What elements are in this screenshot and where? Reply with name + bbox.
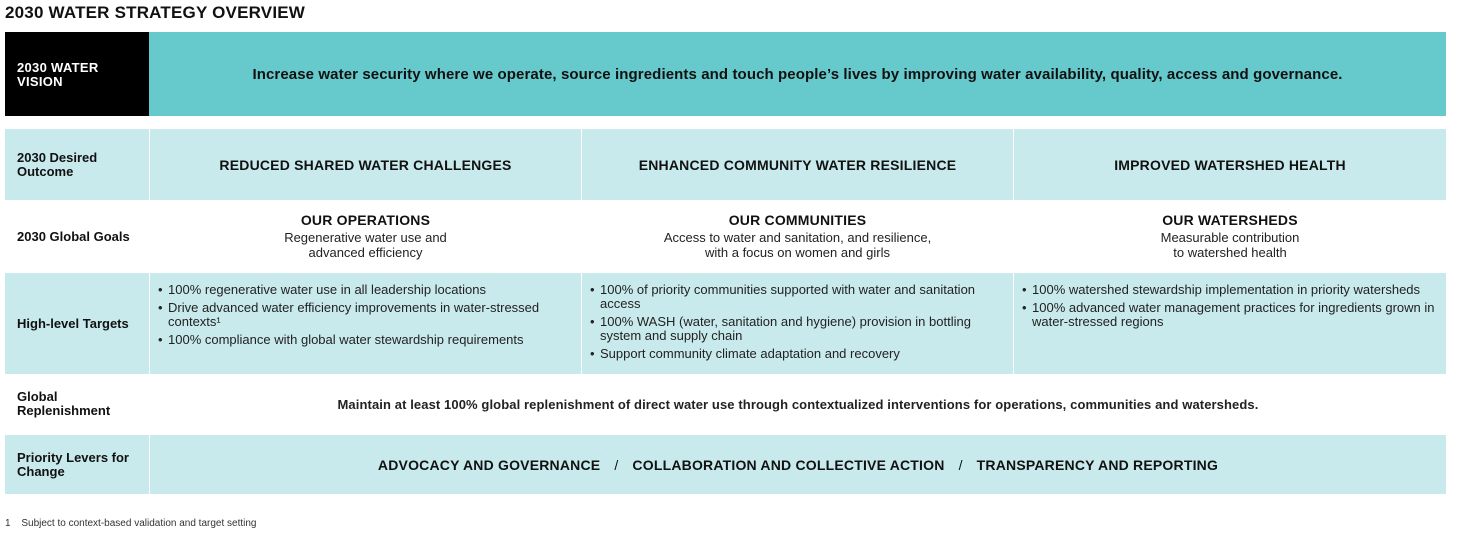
high-level-targets-row — [5, 273, 1446, 374]
target-item: • Support community climate adaptation and recovery — [590, 347, 1005, 361]
targets-operations — [149, 273, 581, 374]
goal-watersheds — [1013, 202, 1446, 272]
levers-list — [149, 435, 1446, 494]
outcome-operations: REDUCED SHARED WATER CHALLENGES — [149, 129, 581, 200]
outcome-communities: ENHANCED COMMUNITY WATER RESILIENCE — [581, 129, 1013, 200]
target-item: • 100% watershed stewardship implementation in priority watersheds — [1022, 283, 1438, 297]
row-label-levers: Priority Levers for Change — [17, 449, 129, 479]
target-item: • 100% compliance with global water stewardship requirements — [158, 333, 573, 347]
lever-separator: / — [614, 456, 619, 473]
vision-statement: Increase water security where we operate, source ingredients and touch people’s lives by improving water availability, quality, access and governance. — [149, 32, 1446, 116]
goal-text: Regenerative water use and — [284, 230, 447, 245]
goal-title: OUR OPERATIONS — [300, 212, 431, 228]
row-label-desired-outcome: 2030 Desired Outcome — [17, 149, 98, 179]
priority-levers-row — [5, 435, 1446, 494]
goal-title: OUR WATERSHEDS — [1162, 212, 1298, 228]
global-replenishment-row — [5, 375, 1446, 433]
page-title: 2030 WATER STRATEGY OVERVIEW — [5, 3, 306, 22]
goal-operations — [149, 202, 581, 272]
target-item: • 100% advanced water management practices for ingredients grown in water-stressed regions — [1022, 301, 1438, 329]
replenishment-statement: Maintain at least 100% global replenishment of direct water use through contextualized interventions for operations, communities and watersheds. — [149, 375, 1446, 433]
lever-advocacy: ADVOCACY AND GOVERNANCE — [377, 456, 601, 473]
outcome-watersheds: IMPROVED WATERSHED HEALTH — [1013, 129, 1446, 200]
vision-label: 2030 WATER VISION — [5, 32, 149, 116]
footnote-number: 1 — [5, 518, 11, 529]
goal-text: to watershed health — [1173, 245, 1287, 260]
goal-text: Access to water and sanitation, and resilience, — [663, 230, 932, 245]
lever-transparency: TRANSPARENCY AND REPORTING — [976, 456, 1219, 473]
goal-communities — [581, 202, 1013, 272]
target-item: • 100% regenerative water use in all leadership locations — [158, 283, 573, 297]
goal-text: advanced efficiency — [308, 245, 423, 260]
vision-row — [5, 32, 1446, 116]
target-item: • Drive advanced water efficiency improvements in water-stressed contexts¹ — [158, 301, 573, 329]
row-label-targets: High-level Targets — [17, 315, 129, 331]
goal-text: with a focus on women and girls — [705, 245, 890, 260]
target-item: • 100% WASH (water, sanitation and hygiene) provision in bottling system and supply chain — [590, 315, 1005, 343]
row-label-global-goals: 2030 Global Goals — [17, 229, 130, 244]
lever-collaboration: COLLABORATION AND COLLECTIVE ACTION — [632, 456, 945, 473]
lever-separator: / — [958, 456, 963, 473]
goal-text: Measurable contribution — [1160, 230, 1300, 245]
targets-watersheds — [1013, 273, 1446, 374]
row-label-replenishment: Global Replenishment — [17, 389, 111, 418]
footnote — [5, 518, 257, 529]
footnote-text: Subject to context-based validation and target setting — [21, 518, 257, 529]
desired-outcome-row — [5, 129, 1446, 200]
global-goals-row — [5, 202, 1446, 272]
goal-title: OUR COMMUNITIES — [728, 212, 867, 228]
target-item: • 100% of priority communities supported with water and sanitation access — [590, 283, 1005, 311]
targets-communities — [581, 273, 1013, 374]
